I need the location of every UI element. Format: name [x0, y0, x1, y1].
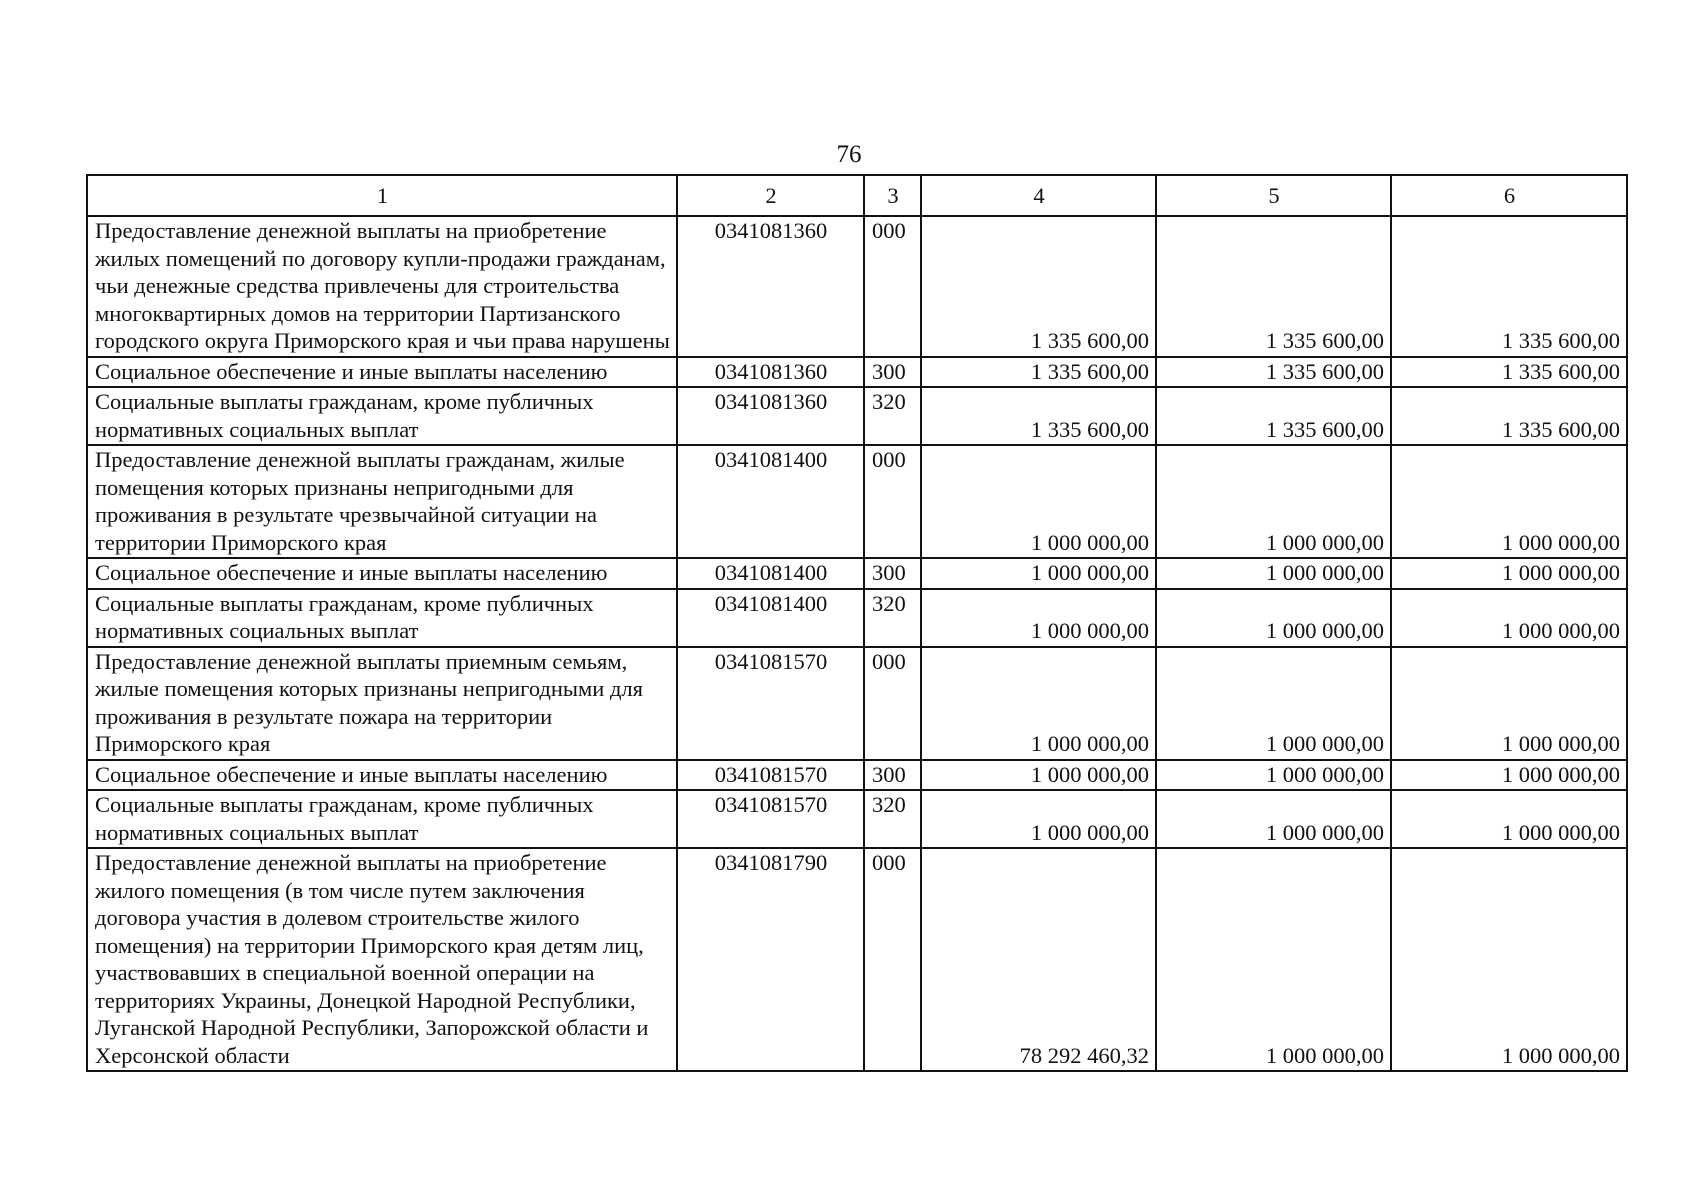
- row-amount-col6: 1 335 600,00: [1391, 357, 1627, 388]
- row-amount-col5: 1 000 000,00: [1156, 760, 1391, 791]
- row-name: Социальные выплаты гражданам, кроме публичных нормативных социальных выплат: [87, 387, 677, 445]
- row-amount-col4: 1 000 000,00: [921, 760, 1156, 791]
- row-amount-col4: 1 000 000,00: [921, 589, 1156, 647]
- row-amount-col6: 1 000 000,00: [1391, 445, 1627, 558]
- column-header-3: 3: [864, 175, 921, 216]
- row-expense-type: 300: [864, 760, 921, 791]
- row-amount-col5: 1 000 000,00: [1156, 558, 1391, 589]
- row-expense-type: 300: [864, 357, 921, 388]
- column-header-1: 1: [87, 175, 677, 216]
- row-name: Социальные выплаты гражданам, кроме публичных нормативных социальных выплат: [87, 790, 677, 848]
- row-expense-type: 320: [864, 387, 921, 445]
- row-name: Предоставление денежной выплаты на приобретение жилого помещения (в том числе путем заключения договора участия в долевом строительстве жилого помещения) на территории Приморского края детям лиц, участвовавших в специальной военной операции на территориях Украины, Донецкой Народной Республики, Луганской Народной Республики, Запорожской области и Херсонской области: [87, 848, 677, 1071]
- row-amount-col5: 1 000 000,00: [1156, 647, 1391, 760]
- column-header-6: 6: [1391, 175, 1627, 216]
- row-target-code: 0341081570: [677, 647, 864, 760]
- row-amount-col4: 1 000 000,00: [921, 647, 1156, 760]
- row-expense-type: 000: [864, 848, 921, 1071]
- row-amount-col4: 1 335 600,00: [921, 387, 1156, 445]
- row-amount-col5: 1 000 000,00: [1156, 445, 1391, 558]
- row-target-code: 0341081400: [677, 589, 864, 647]
- row-expense-type: 000: [864, 647, 921, 760]
- row-amount-col5: 1 335 600,00: [1156, 216, 1391, 357]
- table-row: [87, 387, 1627, 445]
- row-target-code: 0341081790: [677, 848, 864, 1071]
- row-expense-type: 000: [864, 445, 921, 558]
- row-name: Социальные выплаты гражданам, кроме публичных нормативных социальных выплат: [87, 589, 677, 647]
- row-name: Предоставление денежной выплаты приемным семьям, жилые помещения которых признаны непригодными для проживания в результате пожара на территории Приморского края: [87, 647, 677, 760]
- row-amount-col4: 1 000 000,00: [921, 445, 1156, 558]
- row-name: Социальное обеспечение и иные выплаты населению: [87, 357, 677, 388]
- row-amount-col4: 1 335 600,00: [921, 357, 1156, 388]
- row-amount-col6: 1 000 000,00: [1391, 558, 1627, 589]
- table-row: [87, 760, 1627, 791]
- budget-table: [86, 174, 1628, 1072]
- row-amount-col5: 1 335 600,00: [1156, 387, 1391, 445]
- row-amount-col4: 1 000 000,00: [921, 558, 1156, 589]
- row-amount-col6: 1 000 000,00: [1391, 760, 1627, 791]
- row-name: Предоставление денежной выплаты гражданам, жилые помещения которых признаны непригодными для проживания в результате чрезвычайной ситуации на территории Приморского края: [87, 445, 677, 558]
- row-amount-col6: 1 000 000,00: [1391, 589, 1627, 647]
- table-row: [87, 558, 1627, 589]
- row-expense-type: 300: [864, 558, 921, 589]
- row-amount-col4: 78 292 460,32: [921, 848, 1156, 1071]
- table-row: [87, 445, 1627, 558]
- row-amount-col6: 1 000 000,00: [1391, 790, 1627, 848]
- row-target-code: 0341081360: [677, 387, 864, 445]
- table-row: [87, 790, 1627, 848]
- row-expense-type: 320: [864, 589, 921, 647]
- page-number: 76: [836, 141, 862, 168]
- row-amount-col6: 1 335 600,00: [1391, 216, 1627, 357]
- row-amount-col5: 1 335 600,00: [1156, 357, 1391, 388]
- row-expense-type: 320: [864, 790, 921, 848]
- table-row: [87, 216, 1627, 357]
- table-row: [87, 848, 1627, 1071]
- table-row: [87, 589, 1627, 647]
- row-expense-type: 000: [864, 216, 921, 357]
- table-row: [87, 357, 1627, 388]
- row-target-code: 0341081570: [677, 760, 864, 791]
- row-name: Социальное обеспечение и иные выплаты населению: [87, 760, 677, 791]
- row-name: Предоставление денежной выплаты на приобретение жилых помещений по договору купли-продажи гражданам, чьи денежные средства привлечены для строительства многоквартирных домов на территории Партизанского городского округа Приморского края и чьи права нарушены: [87, 216, 677, 357]
- row-amount-col6: 1 335 600,00: [1391, 387, 1627, 445]
- row-name: Социальное обеспечение и иные выплаты населению: [87, 558, 677, 589]
- row-target-code: 0341081570: [677, 790, 864, 848]
- row-target-code: 0341081360: [677, 357, 864, 388]
- table-row: [87, 647, 1627, 760]
- row-amount-col4: 1 335 600,00: [921, 216, 1156, 357]
- row-target-code: 0341081360: [677, 216, 864, 357]
- column-header-5: 5: [1156, 175, 1391, 216]
- row-amount-col5: 1 000 000,00: [1156, 848, 1391, 1071]
- row-amount-col5: 1 000 000,00: [1156, 790, 1391, 848]
- row-target-code: 0341081400: [677, 558, 864, 589]
- header-row: [87, 175, 1627, 216]
- column-header-2: 2: [677, 175, 864, 216]
- row-amount-col6: 1 000 000,00: [1391, 848, 1627, 1071]
- row-target-code: 0341081400: [677, 445, 864, 558]
- column-header-4: 4: [921, 175, 1156, 216]
- row-amount-col5: 1 000 000,00: [1156, 589, 1391, 647]
- row-amount-col4: 1 000 000,00: [921, 790, 1156, 848]
- row-amount-col6: 1 000 000,00: [1391, 647, 1627, 760]
